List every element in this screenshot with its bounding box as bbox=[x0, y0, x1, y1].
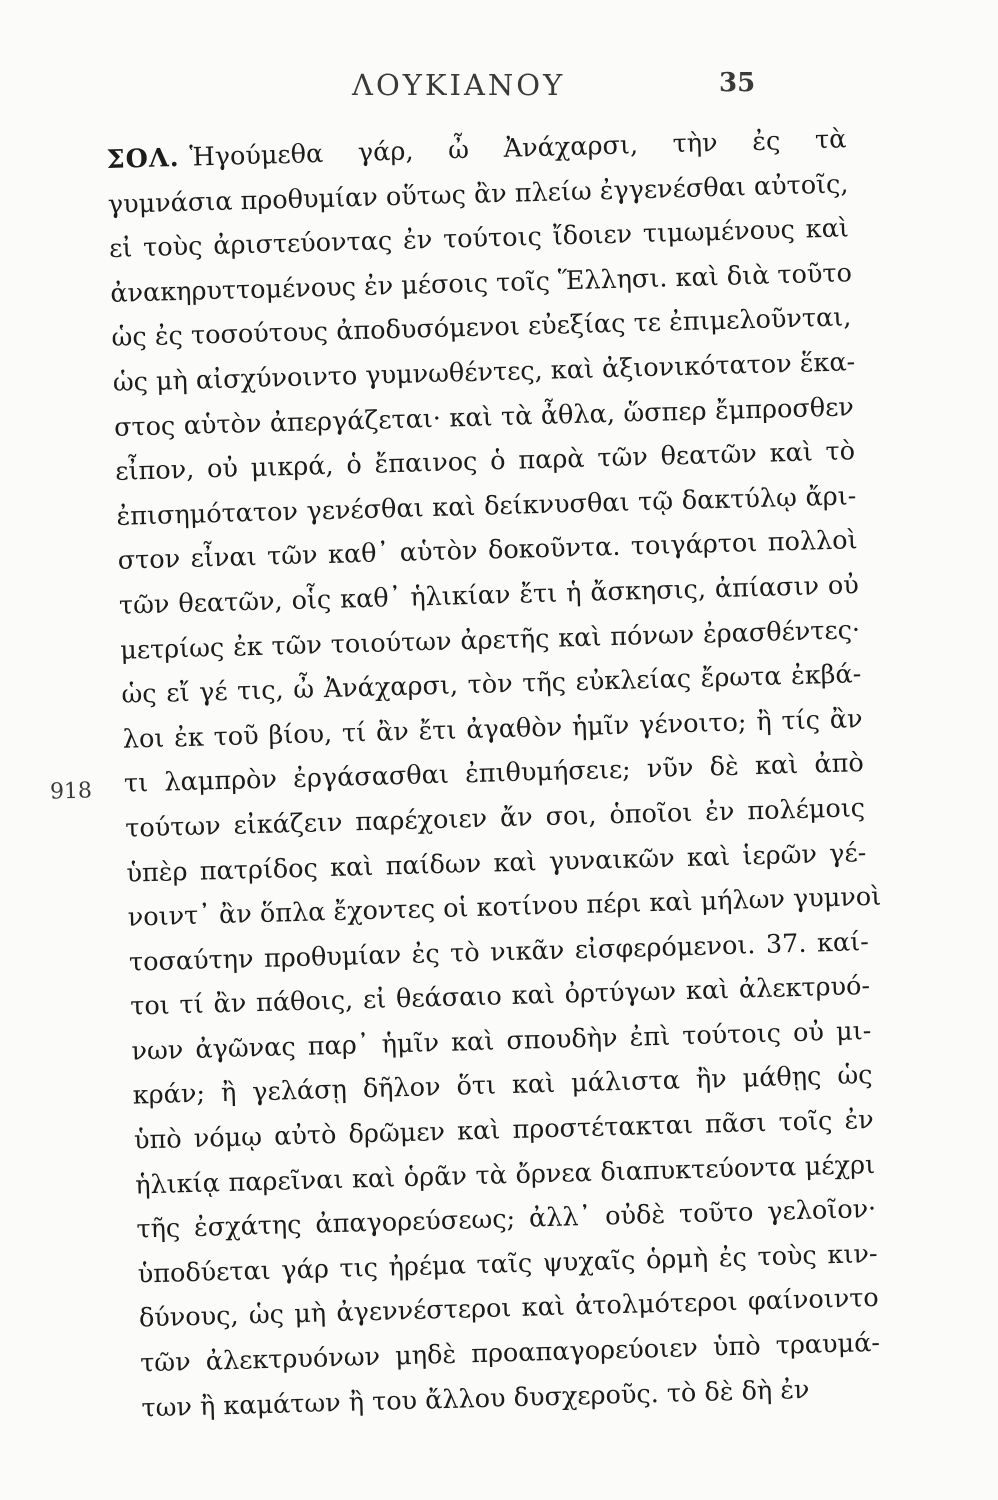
text-line: ἀνακηρυττομένους ἐν μέσοις τοῖς Ἕλλησι. καὶ διὰ τοῦτο bbox=[109, 258, 853, 309]
text-line: νων ἀγῶνας παρ᾽ ἡμῖν καὶ σπουδὴν ἐπὶ τούτοις οὐ μι- bbox=[131, 1015, 872, 1067]
text-line: τοσαύτην προθυμίαν ἐς τὸ νικᾶν εἰσφερόμενοι. 37. καί- bbox=[128, 926, 870, 978]
text-line: τῶν ἀλεκτρυόνων μηδὲ προαπαγορεύοιεν ὑπὸ τραυμά- bbox=[139, 1327, 881, 1379]
text-line: ἐπισημότατον γενέσθαι καὶ δείκνυσθαι τῷ δακτύλῳ ἄρι- bbox=[116, 480, 857, 532]
text-line-content: Ἡγούμεθα γάρ, ὦ Ἀνάχαρσι, τὴν ἐς τὰ bbox=[189, 124, 847, 173]
text-line: δύνους, ὡς μὴ ἀγεννέστεροι καὶ ἀτολμότεροι φαίνοιντο bbox=[138, 1283, 880, 1334]
text-line: ὡς εἴ γέ τις, ὦ Ἀνάχαρσι, τὸν τῆς εὐκλείας ἔρωτα ἐκβά- bbox=[121, 659, 862, 710]
text-line: ὑπὲρ πατρίδος καὶ παίδων καὶ γυναικῶν καὶ ἱερῶν γέ- bbox=[126, 837, 867, 889]
text-line: τούτων εἰκάζειν παρέχοιεν ἄν σοι, ὁποῖοι ἐν πολέμοις bbox=[124, 792, 866, 844]
text-line: ὡς μὴ αἰσχύνοιντο γυμνωθέντες, καὶ ἀξιονικότατον ἕκα- bbox=[112, 347, 856, 398]
text-line: τῶν θεατῶν, οἷς καθ᾽ ἡλικίαν ἔτι ἡ ἄσκησις, ἀπίασιν οὐ bbox=[118, 570, 860, 621]
margin-line-number: 918 bbox=[49, 778, 93, 805]
text-line: τῆς ἐσχάτης ἀπαγορεύσεως; ἀλλ᾽ οὐδὲ τοῦτο γελοῖον· bbox=[136, 1194, 877, 1245]
text-line: ὡς ἐς τοσούτους ἀποδυσόμενοι εὐεξίας τε ἐπιμελοῦνται, bbox=[111, 302, 852, 354]
text-line: στον εἶναι τῶν καθ᾽ αὑτὸν δοκοῦντα. τοιγάρτοι πολλοὶ bbox=[117, 525, 858, 577]
running-title: ΛΟΥΚΙΑΝΟΥ bbox=[352, 68, 566, 102]
greek-text-block bbox=[106, 117, 882, 1430]
text-line: ἡλικίᾳ παρεῖναι καὶ ὁρᾶν τὰ ὄρνεα διαπυκτεύοντα μέχρι bbox=[134, 1149, 876, 1201]
text-line: τοι τί ἂν πάθοις, εἰ θεάσαιο καὶ ὀρτύγων καὶ ἀλεκτρυό- bbox=[129, 971, 871, 1022]
text-line: των ἢ καμάτων ἢ του ἄλλου δυσχεροῦς. τὸ δὲ δὴ ἐν bbox=[141, 1374, 810, 1424]
running-head bbox=[0, 68, 998, 108]
text-line: εἶπον, οὐ μικρά, ὁ ἔπαινος ὁ παρὰ τῶν θεατῶν καὶ τὸ bbox=[114, 436, 856, 488]
text-line: μετρίως ἐκ τῶν τοιούτων ἀρετῆς καὶ πόνων ἐρασθέντες· bbox=[119, 614, 861, 666]
page-number: 35 bbox=[719, 68, 756, 98]
text-line: τι λαμπρὸν ἐργάσασθαι ἐπιθυμήσειε; νῦν δὲ καὶ ἀπὸ bbox=[123, 748, 865, 800]
text-line: γυμνάσια προθυμίαν οὕτως ἂν πλείω ἐγγενέσθαι αὐτοῖς, bbox=[107, 168, 849, 220]
text-line: στος αὑτὸν ἀπεργάζεται· καὶ τὰ ἆθλα, ὥσπερ ἔμπροσθεν bbox=[113, 391, 855, 443]
text-line: εἰ τοὺς ἀριστεύοντας ἐν τούτοις ἴδοιεν τιμωμένους καὶ bbox=[108, 213, 850, 265]
text-line: ὑποδύεται γάρ τις ἠρέμα ταῖς ψυχαῖς ὁρμὴ ἐς τοὺς κιν- bbox=[137, 1238, 878, 1290]
text-line: κράν; ἢ γελάσῃ δῆλον ὅτι καὶ μάλιστα ἢν μάθῃς ὡς bbox=[132, 1060, 873, 1112]
speaker-label: ΣΟΛ. bbox=[106, 142, 180, 175]
text-line: νοιντ᾽ ἂν ὅπλα ἔχοντες οἱ κοτίνου πέρι καὶ μήλων γυμνοὶ bbox=[127, 881, 882, 933]
text-line: λοι ἐκ τοῦ βίου, τί ἂν ἔτι ἀγαθὸν ἡμῖν γένοιτο; ἢ τίς ἂν bbox=[122, 703, 863, 755]
text-line: ὑπὸ νόμῳ αὐτὸ δρῶμεν καὶ προστέτακται πᾶσι τοῖς ἐν bbox=[133, 1105, 875, 1156]
